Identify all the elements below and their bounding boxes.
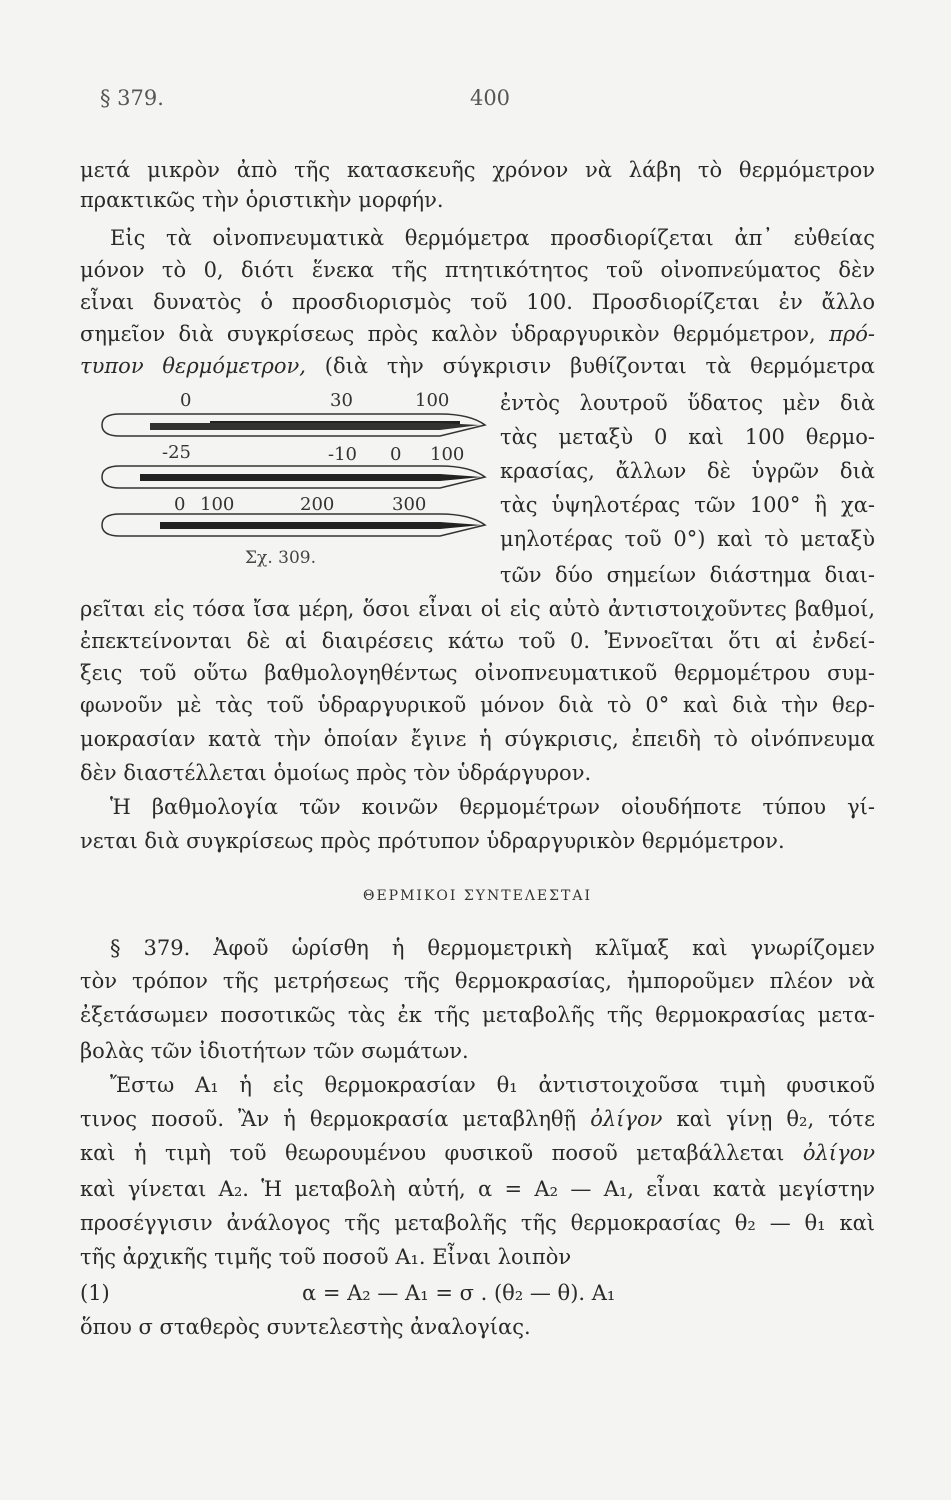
tick-label: -10 [328, 444, 357, 465]
text-line: Εἰς τὰ οἰνοπνευματικὰ θερμόμετρα προσδιορίζεται ἀπ᾽ εὐθείας [110, 226, 875, 250]
italic-term: πρό- [829, 322, 875, 346]
text-line: μετά μικρὸν ἀπὸ τῆς κατασκευῆς χρόνον νὰ λάβη τὸ θερμόμετρον [80, 158, 875, 182]
text-line: φωνοῦν μὲ τὰς τοῦ ὑδραργυρικοῦ μόνον διὰ τὸ 0° καὶ διὰ τὴν θερ- [80, 693, 875, 717]
text-line: ρεῖται εἰς τόσα ἴσα μέρη, ὅσοι εἶναι οἱ εἰς αὐτὸ ἀντιστοιχοῦντες βαθμοί, [80, 597, 875, 621]
text-line: ξεις τοῦ οὕτω βαθμολογηθέντως οἰνοπνευματικοῦ θερμομέτρου συμ- [80, 661, 875, 685]
italic-term: ὀλίγον [802, 1141, 875, 1165]
thermometer-2 [102, 466, 485, 488]
italic-term: ὀλίγον [590, 1107, 663, 1131]
text-line: μοκρασίαν κατὰ τὴν ὁποίαν ἔγινε ἡ σύγκρισις, ἐπειδὴ τὸ οἰνόπνευμα [80, 727, 875, 751]
section-heading: ΘΕΡΜΙΚΟΙ ΣΥΝΤΕΛΕΣΤΑΙ [362, 888, 593, 904]
text-line: τὰς ὑψηλοτέρας τῶν 100° ἢ χα- [500, 493, 875, 517]
text-line: ὅπου σ σταθερὸς συντελεστὴς ἀναλογίας. [80, 1315, 531, 1339]
text-span: (διὰ τὴν σύγκρισιν βυθίζονται τὰ θερμόμετρα [324, 354, 875, 378]
text-line: δὲν διαστέλλεται ὁμοίως πρὸς τὸν ὑδράργυρον. [80, 761, 592, 785]
tick-label: -25 [162, 442, 191, 463]
text-line: ἐντὸς λουτροῦ ὕδατος μὲν διὰ [500, 391, 875, 415]
text-line: τὸν τρόπον τῆς μετρήσεως τῆς θερμοκρασίας, ἠμποροῦμεν πλέον νὰ [80, 969, 875, 993]
text-line [80, 351, 875, 381]
equation-label: (1) [80, 1281, 110, 1305]
thermometer-1 [102, 414, 485, 436]
text-line [80, 1104, 875, 1134]
text-line: βολὰς τῶν ἰδιοτήτων τῶν σωμάτων. [80, 1039, 469, 1063]
equation [80, 1278, 875, 1308]
text-line: τὰς μεταξὺ 0 καὶ 100 θερμο- [500, 425, 875, 449]
text-span: καὶ ἡ τιμὴ τοῦ θεωρουμένου φυσικοῦ ποσοῦ μεταβάλλεται [80, 1141, 785, 1165]
tick-label: 30 [330, 390, 353, 411]
text-span: τινος ποσοῦ. Ἂν ἡ θερμοκρασία μεταβληθῇ [80, 1107, 577, 1131]
text-line: καὶ γίνεται A₂. Ἡ μεταβολὴ αὐτή, α = A₂ — A₁, εἶναι κατὰ μεγίστην [80, 1177, 875, 1201]
text-line: νεται διὰ συγκρίσεως πρὸς πρότυπον ὑδραργυρικὸν θερμόμετρον. [80, 829, 785, 853]
thermometer-3 [102, 514, 485, 536]
page-header [100, 86, 880, 116]
tick-label: 0 [180, 390, 192, 411]
text-line: πρακτικῶς τὴν ὁριστικὴν μορφήν. [80, 188, 444, 212]
text-line: μηλοτέρας τοῦ 0°) καὶ τὸ μεταξὺ [500, 527, 875, 551]
italic-term: τυπον θερμόμετρον, [80, 354, 306, 378]
text-span: καὶ γίνῃ θ₂, τότε [676, 1107, 875, 1131]
tick-label: 100 [415, 390, 450, 411]
equation-formula: α = A₂ — A₁ = σ . (θ₂ — θ). A₁ [302, 1281, 616, 1305]
figure-caption: Σχ. 309. [245, 548, 316, 568]
tick-label: 0 [390, 444, 402, 465]
text-line: προσέγγισιν ἀνάλογος τῆς μεταβολῆς τῆς θερμοκρασίας θ₂ — θ₁ καὶ [80, 1211, 875, 1235]
text-line: τῶν δύο σημείων διάστημα διαι- [500, 563, 875, 587]
thermometers-drawing [100, 390, 500, 550]
text-line: ἐπεκτείνονται δὲ αἱ διαιρέσεις κάτω τοῦ 0. Ἐννοεῖται ὅτι αἱ ἐνδεί- [80, 629, 875, 653]
tick-label: 300 [392, 494, 427, 515]
text-line: Ἡ βαθμολογία τῶν κοινῶν θερμομέτρων οἰουδήποτε τύπου γί- [110, 795, 875, 819]
text-line: εἶναι δυνατὸς ὁ προσδιορισμὸς τοῦ 100. Προσδιορίζεται ἐν ἄλλο [80, 290, 875, 314]
text-span: σημεῖον διὰ συγκρίσεως πρὸς καλὸν ὑδραργυρικὸν θερμόμετρον, [80, 322, 816, 346]
text-line: § 379. Ἀφοῦ ὡρίσθη ἡ θερμομετρικὴ κλῖμαξ καὶ γνωρίζομεν [110, 936, 875, 960]
tick-label: 100 [200, 494, 235, 515]
text-line: ἐξετάσωμεν ποσοτικῶς τὰς ἐκ τῆς μεταβολῆς τῆς θερμοκρασίας μετα- [80, 1003, 875, 1027]
tick-label: 0 [174, 494, 186, 515]
tick-label: 100 [430, 444, 465, 465]
page-number: 400 [469, 86, 511, 110]
text-line: τῆς ἀρχικῆς τιμῆς τοῦ ποσοῦ A₁. Εἶναι λοιπὸν [80, 1245, 572, 1269]
tick-label: 200 [300, 494, 335, 515]
text-line [80, 319, 875, 349]
text-line: Ἔστω A₁ ἡ εἰς θερμοκρασίαν θ₁ ἀντιστοιχοῦσα τιμὴ φυσικοῦ [110, 1073, 875, 1097]
header-section: § 379. [100, 86, 164, 110]
text-line: μόνον τὸ 0, διότι ἕνεκα τῆς πτητικότητος τοῦ οἰνοπνεύματος δὲν [80, 258, 875, 282]
text-line [80, 1138, 875, 1168]
text-line: κρασίας, ἄλλων δὲ ὑγρῶν διὰ [500, 459, 875, 483]
